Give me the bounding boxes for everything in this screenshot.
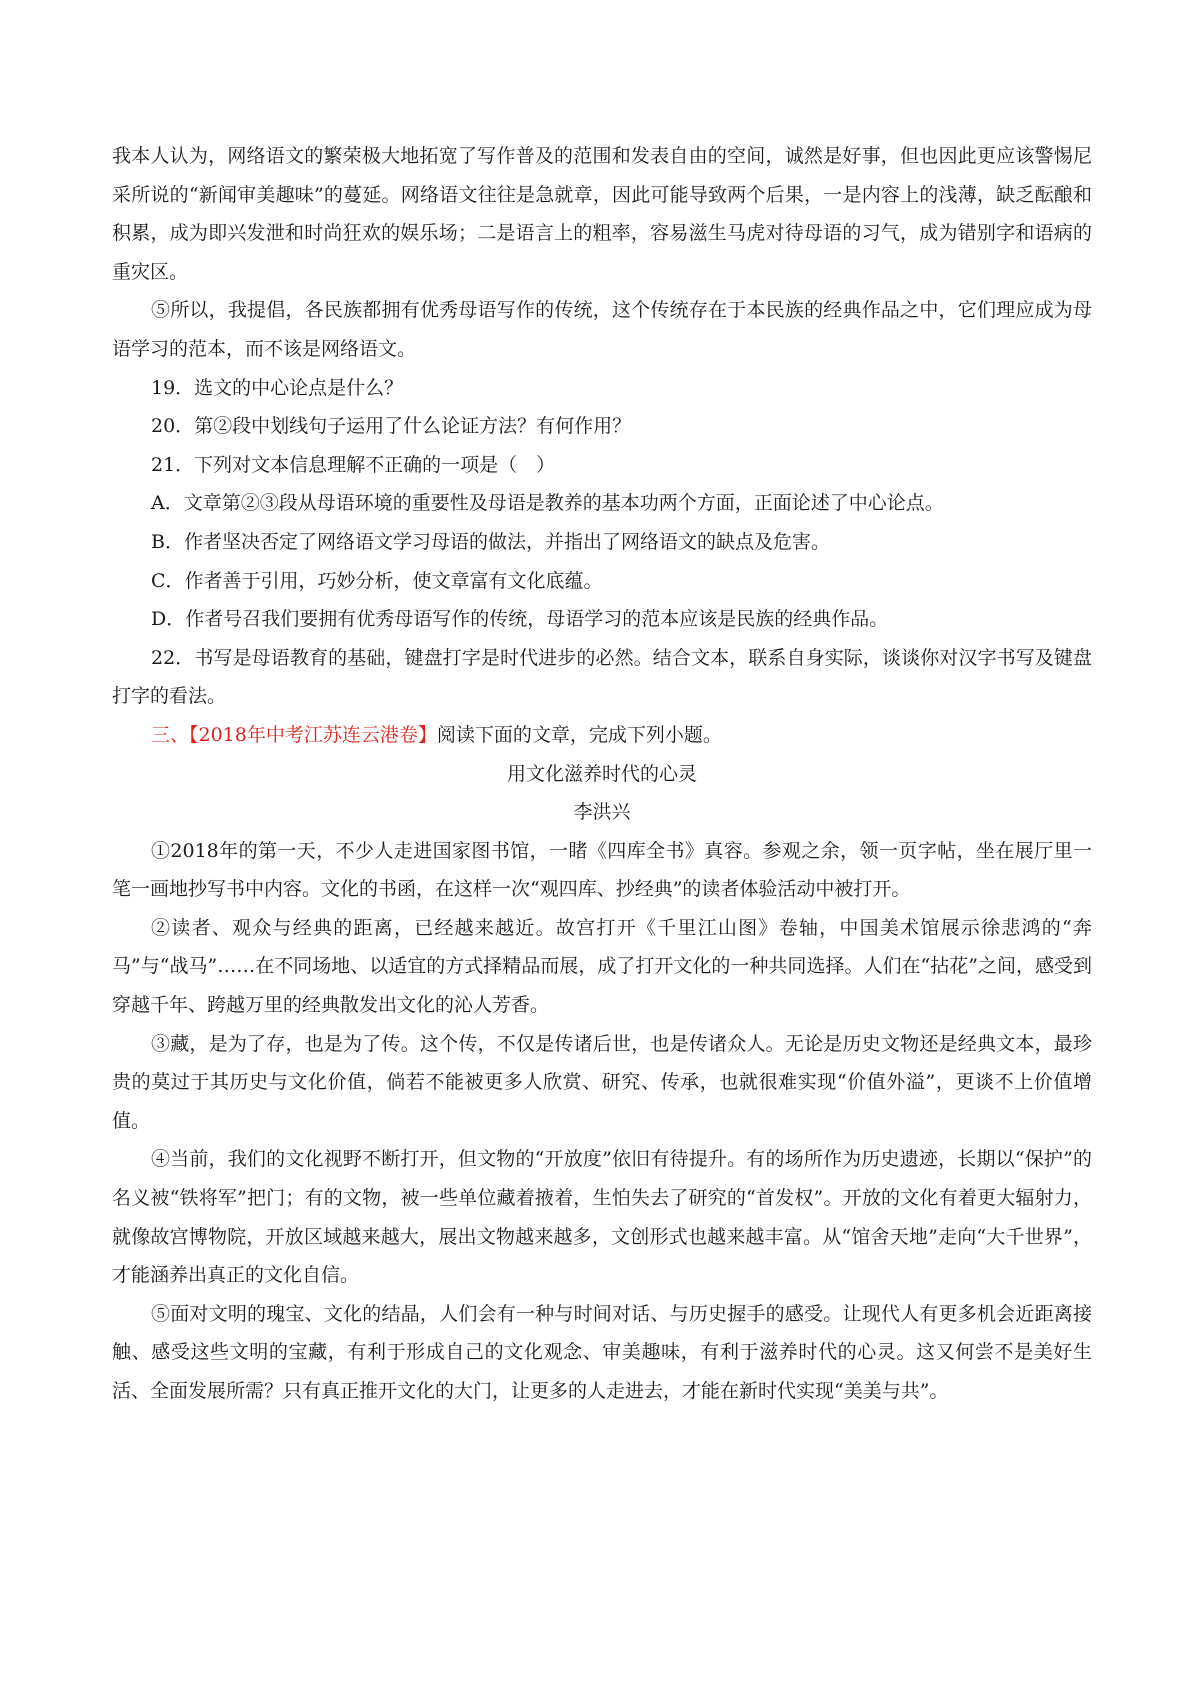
question-21-option-c: C．作者善于引用，巧妙分析，使文章富有文化底蕴。 [151,569,603,592]
article-author: 李洪兴 [573,801,631,824]
article-paragraph-4: ④当前，我们的文化视野不断打开，但文物的“开放度”依旧有待提升。有的场所作为历史遗迹，长期以“保护”的名义被“铁将军”把门；有的文物，被一些单位藏着掖着，生怕失去了研究的“首发权”。开放的文化有着更大辐射力，就像故宫博物院，开放区域越来越大，展出文物越来越多，文创形式也越来越丰富。从“馆舍天地”走向“大千世界”，才能涵养出真正的文化自信。 [112,1148,1092,1287]
passage-paragraph-5: ⑤所以，我提倡，各民族都拥有优秀母语写作的传统，这个传统存在于本民族的经典作品之中，它们理应成为母语学习的范本，而不该是网络语文。 [112,299,1092,360]
question-21: 21．下列对文本信息理解不正确的一项是（ ） [151,453,556,476]
question-21-option-a: A．文章第②③段从母语环境的重要性及母语是教养的基本功两个方面，正面论述了中心论点。 [151,492,944,515]
question-22: 22．书写是母语教育的基础，键盘打字是时代进步的必然。结合文本，联系自身实际，谈谈你对汉字书写及键盘打字的看法。 [112,646,1092,708]
question-21-option-b: B．作者坚决否定了网络语文学习母语的做法，并指出了网络语文的缺点及危害。 [151,530,830,553]
section-3-source-label: 三、【2018年中考江苏连云港卷】 [151,723,437,746]
article-paragraph-1: ①2018年的第一天，不少人走进国家图书馆，一睹《四库全书》真容。参观之余，领一页字帖，坐在展厅里一笔一画地抄写书中内容。文化的书函，在这样一次“观四库、抄经典”的读者体验活动中被打开。 [112,839,1092,901]
question-20: 20．第②段中划线句子运用了什么论证方法？有何作用？ [151,415,632,438]
question-19: 19．选文的中心论点是什么？ [151,376,404,399]
section-3-instruction: 阅读下面的文章，完成下列小题。 [436,723,722,746]
article-paragraph-3: ③藏，是为了存，也是为了传。这个传，不仅是传诸后世，也是传诸众人。无论是历史文物还是经典文本，最珍贵的莫过于其历史与文化价值，倘若不能被更多人欣赏、研究、传承，也就很难实现“价值外溢”，更谈不上价值增值。 [112,1032,1092,1132]
article-paragraph-5: ⑤面对文明的瑰宝、文化的结晶，人们会有一种与时间对话、与历史握手的感受。让现代人有更多机会近距离接触、感受这些文明的宝藏，有利于形成自己的文化观念、审美趣味，有利于滋养时代的心灵。这又何尝不是美好生活、全面发展所需？只有真正推开文化的大门，让更多的人走进去，才能在新时代实现“美美与共”。 [112,1302,1092,1402]
passage-paragraph-4-end: 我本人认为，网络语文的繁荣极大地拓宽了写作普及的范围和发表自由的空间，诚然是好事，但也因此更应该警惕尼采所说的“新闻审美趣味”的蔓延。网络语文往往是急就章，因此可能导致两个后果，一是内容上的浅薄，缺乏酝酿和积累，成为即兴发泄和时尚狂欢的娱乐场；二是语言上的粗率，容易滋生马虎对待母语的习气，成为错别字和语病的重灾区。 [112,145,1092,283]
section-3-heading [112,716,1092,755]
article-title: 用文化滋养时代的心灵 [506,762,697,785]
article-paragraph-2: ②读者、观众与经典的距离，已经越来越近。故宫打开《千里江山图》卷轴，中国美术馆展示徐悲鸿的“奔马”与“战马”……在不同场地、以适宜的方式择精品而展，成了打开文化的一种共同选择。人们在“拈花”之间，感受到穿越千年、跨越万里的经典散发出文化的沁人芳香。 [112,916,1092,1017]
question-21-option-d: D．作者号召我们要拥有优秀母语写作的传统，母语学习的范本应该是民族的经典作品。 [151,608,889,631]
